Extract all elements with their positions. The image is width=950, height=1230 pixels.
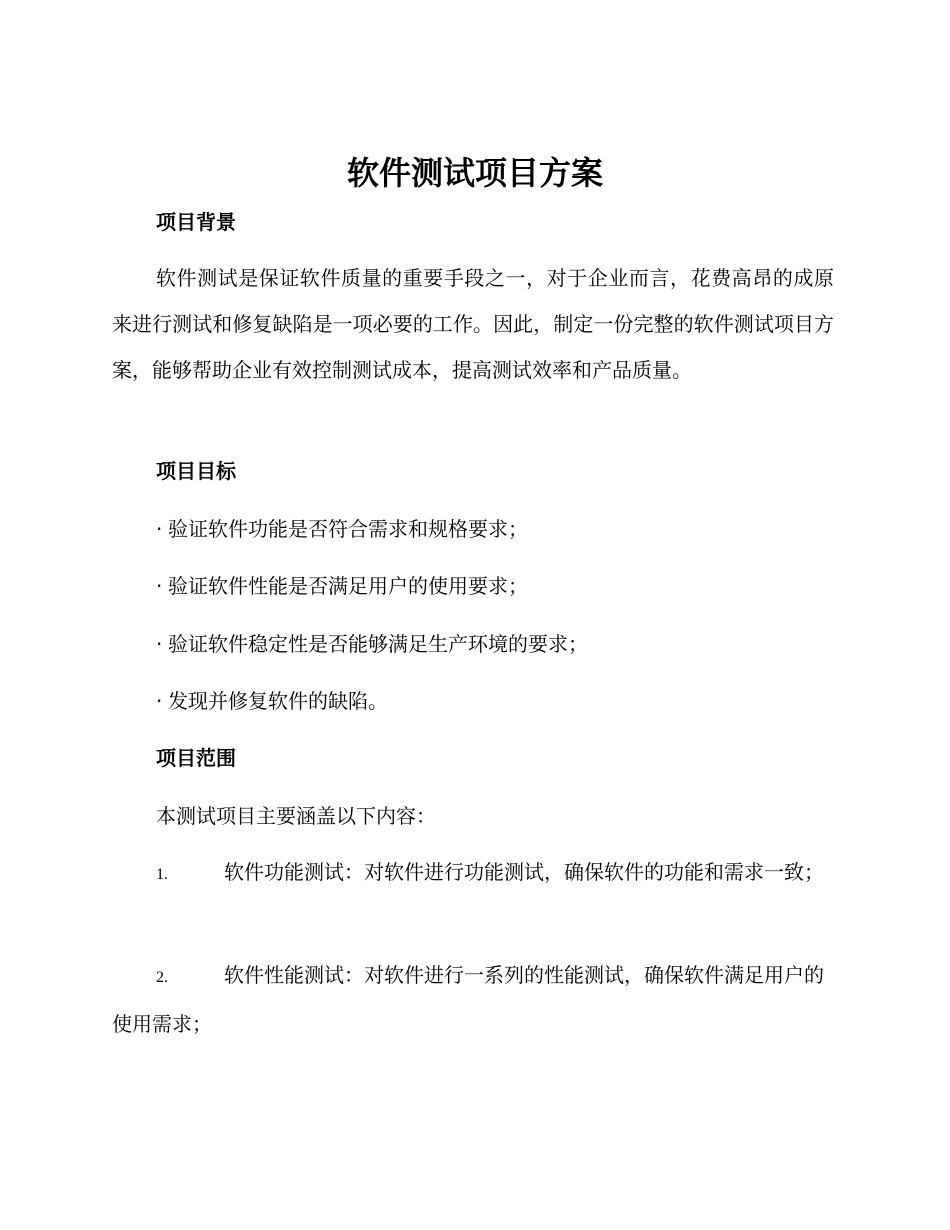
document-title: 软件测试项目方案 xyxy=(346,154,603,192)
scope-item-text: 软件性能测试：对软件进行一系列的性能测试，确保软件满足用户的使用需求； xyxy=(112,963,824,1036)
bullet-icon: · xyxy=(156,574,163,598)
list-number: 1. xyxy=(156,866,168,883)
goal-item-text: 验证软件性能是否满足用户的使用要求； xyxy=(168,574,528,598)
scope-numbered-item xyxy=(112,952,834,1047)
goal-list-item xyxy=(156,687,388,715)
bullet-icon: · xyxy=(156,517,163,541)
goal-item-text: 验证软件稳定性是否能够满足生产环境的要求； xyxy=(168,632,588,656)
goal-list-item xyxy=(156,572,528,600)
bullet-icon: · xyxy=(156,632,163,656)
goal-item-text: 发现并修复软件的缺陷。 xyxy=(168,689,388,713)
scope-item-text: 软件功能测试：对软件进行功能测试，确保软件的功能和需求一致； xyxy=(224,860,824,884)
section-heading-background: 项目背景 xyxy=(156,210,236,234)
background-paragraph: 软件测试是保证软件质量的重要手段之一，对于企业而言，花费高昂的成原来进行测试和修复缺陷是一项必要的工作。因此，制定一份完整的软件测试项目方案，能够帮助企业有效控制测试成本，提高测试效率和产品质量。 xyxy=(112,266,834,382)
goal-list-item xyxy=(156,630,588,658)
goal-item-text: 验证软件功能是否符合需求和规格要求； xyxy=(168,517,528,541)
scope-intro: 本测试项目主要涵盖以下内容： xyxy=(156,804,436,828)
scope-numbered-item xyxy=(112,849,834,898)
goal-list-item xyxy=(156,515,528,543)
bullet-icon: · xyxy=(156,689,163,713)
list-number: 2. xyxy=(156,969,168,986)
section-heading-goals: 项目目标 xyxy=(156,459,236,483)
section-heading-scope: 项目范围 xyxy=(156,746,236,770)
